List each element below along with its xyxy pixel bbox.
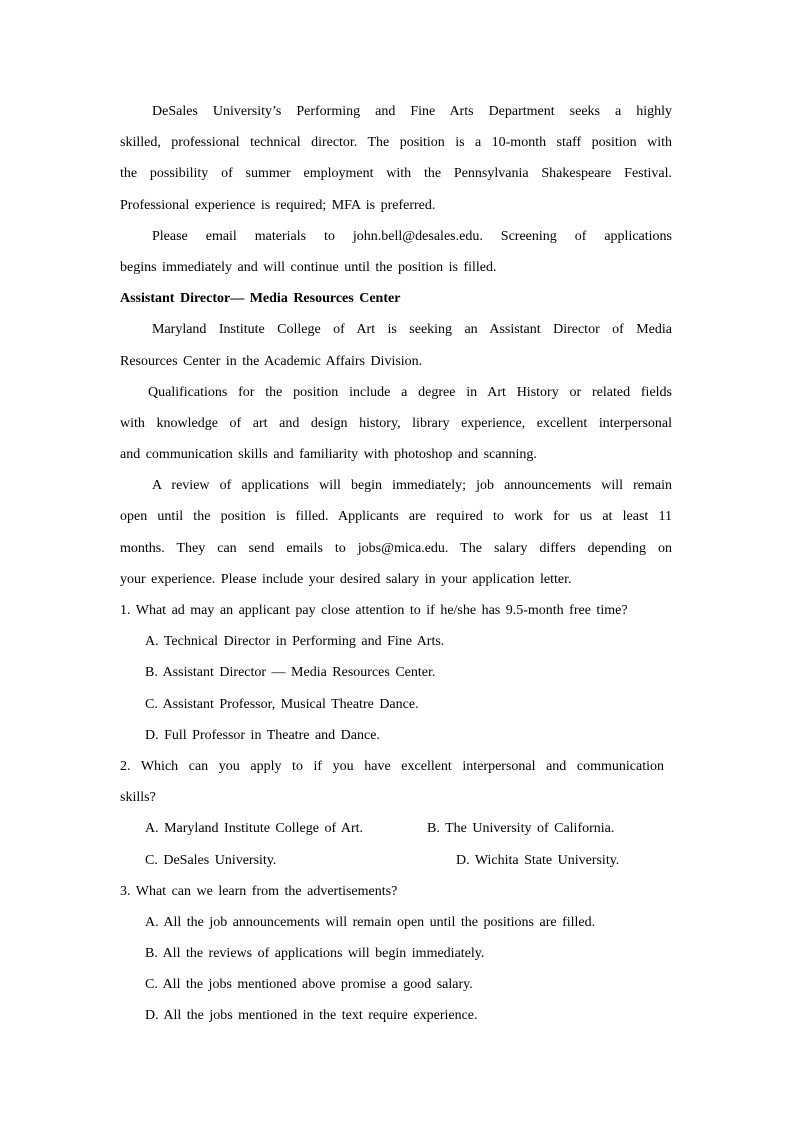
question-option: C. DeSales University. <box>145 852 277 868</box>
question-stem: 2. Which can you apply to if you have excellent interpersonal and communication <box>120 758 664 774</box>
text-line: Qualifications for the position include a degree in Art History or related fields <box>148 384 672 400</box>
option-row <box>120 813 672 844</box>
text-line: months. They can send emails to jobs@mica.edu. The salary differs depending on <box>120 540 672 556</box>
text-line: skilled, professional technical director. The position is a 10-month staff position with <box>120 135 672 151</box>
ad2-paragraph-1 <box>120 314 672 376</box>
document-body <box>120 96 672 1032</box>
question-1 <box>120 595 672 751</box>
text-line: with knowledge of art and design history, library experience, excellent interpersonal <box>120 415 672 431</box>
question-option: C. Assistant Professor, Musical Theatre Dance. <box>145 696 419 712</box>
ad2-paragraph-3 <box>120 470 672 595</box>
text-line: open until the position is filled. Applicants are required to work for us at least 11 <box>120 509 672 525</box>
text-line: DeSales University’s Performing and Fine Arts Department seeks a highly <box>152 104 672 119</box>
question-option: B. All the reviews of applications will begin immediately. <box>145 946 485 962</box>
question-option: D. All the jobs mentioned in the text require experience. <box>145 1008 478 1024</box>
question-option: C. All the jobs mentioned above promise a good salary. <box>145 977 473 993</box>
option-row <box>120 845 672 876</box>
text-line: Resources Center in the Academic Affairs Division. <box>120 353 423 369</box>
ad-technical-director <box>120 96 672 283</box>
question-stem: skills? <box>120 790 156 806</box>
ad1-paragraph-1 <box>120 96 672 221</box>
question-option: D. Wichita State University. <box>456 852 620 868</box>
question-stem: 3. What can we learn from the advertisements? <box>120 883 398 899</box>
ad-assistant-director <box>120 283 672 595</box>
question-option: A. Technical Director in Performing and Fine Arts. <box>145 634 445 650</box>
text-line: Maryland Institute College of Art is seeking an Assistant Director of Media <box>152 322 672 338</box>
question-option: A. All the job announcements will remain open until the positions are filled. <box>145 914 596 930</box>
text-line: Please email materials to john.bell@desales.edu. Screening of applications <box>152 228 672 244</box>
text-line: your experience. Please include your desired salary in your application letter. <box>120 571 572 587</box>
text-line: Professional experience is required; MFA is preferred. <box>120 197 436 213</box>
question-option: B. The University of California. <box>427 821 615 837</box>
text-line: and communication skills and familiarity with photoshop and scanning. <box>120 447 537 463</box>
question-option: B. Assistant Director — Media Resources Center. <box>145 665 436 681</box>
text-line: the possibility of summer employment with the Pennsylvania Shakespeare Festival. <box>120 166 672 182</box>
question-option: D. Full Professor in Theatre and Dance. <box>145 727 380 743</box>
question-option: A. Maryland Institute College of Art. <box>145 821 364 837</box>
ad1-paragraph-2 <box>120 221 672 283</box>
text-line: A review of applications will begin immediately; job announcements will remain <box>152 478 672 494</box>
text-line: begins immediately and will continue until the position is filled. <box>120 259 497 275</box>
question-stem: 1. What ad may an applicant pay close attention to if he/she has 9.5-month free time? <box>120 603 628 618</box>
question-3 <box>120 876 672 1032</box>
question-2 <box>120 751 672 876</box>
section-heading: Assistant Director— Media Resources Center <box>120 291 401 307</box>
ad2-paragraph-2 <box>120 377 672 471</box>
